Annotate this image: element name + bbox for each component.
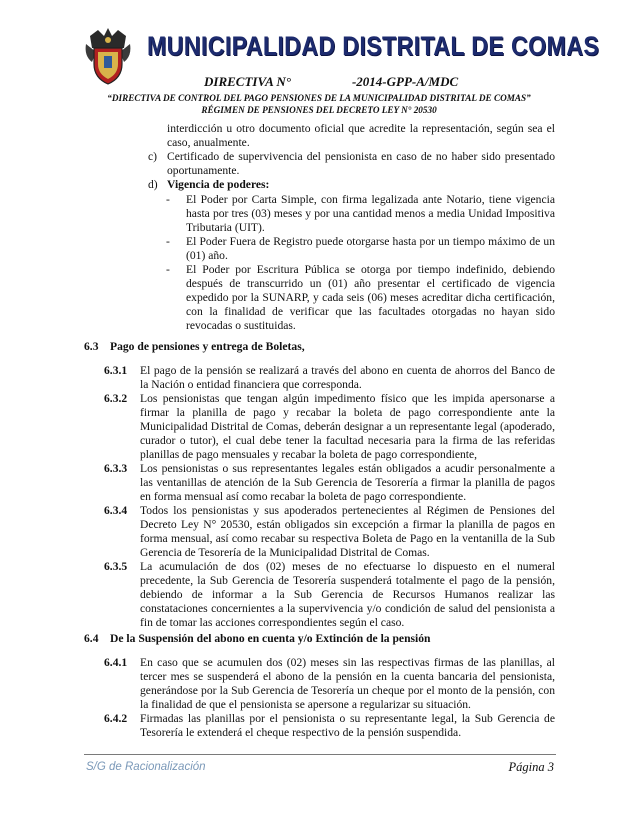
- section-6-4-number: 6.4: [84, 632, 99, 645]
- bullet-dash: -: [166, 193, 170, 206]
- directiva-label: DIRECTIVA N°: [204, 74, 291, 89]
- bullet-dash: -: [166, 263, 170, 276]
- subsection-6-3-2-number: 6.3.2: [104, 392, 128, 405]
- footer-department: S/G de Racionalización: [86, 761, 206, 773]
- subsection-6-3-3-number: 6.3.3: [104, 462, 128, 475]
- subsection-6-3-5-text: La acumulación de dos (02) meses de no efectuarse lo dispuesto en el numeral precedente, la Sub Gerencia de Tesorería suspenderá totalmente el pago de la pensión, debiendo de informar a la Sub Gerencia de Recursos Humanos realizar las constataciones concernientes a la supervivencia y/o condición de salud del pensionista a fin de tomar las acciones correspondientes según el caso.: [140, 560, 555, 630]
- municipality-title: MUNICIPALIDAD DISTRITAL DE COMAS: [147, 31, 600, 61]
- item-c-label: c): [148, 150, 158, 163]
- directiva-line: [204, 74, 458, 90]
- item-c-text: Certificado de supervivencia del pensionista en caso de no haber sido presentado oportunamente.: [167, 150, 555, 178]
- directiva-number: -2014-GPP-A/MDC: [351, 74, 459, 89]
- subsection-6-3-5-number: 6.3.5: [104, 560, 128, 573]
- item-d-title: Vigencia de poderes:: [167, 178, 270, 191]
- subsection-6-4-1-number: 6.4.1: [104, 656, 128, 669]
- subsection-6-4-1-text: En caso que se acumulen dos (02) meses sin las respectivas firmas de las planillas, al tercer mes se suspenderá el abono de la pensión en la cuenta bancaria del pensionista, generándose por la Sub Gerencia de Tesorería un cheque por el monto de la pensión, con la finalidad de que el pensionista se apersone a regularizar su situación.: [140, 656, 555, 712]
- document-subtitle: “DIRECTIVA DE CONTROL DEL PAGO PENSIONES DE LA MUNICIPALIDAD DISTRITAL DE COMAS”: [107, 93, 531, 103]
- bullet-dash: -: [166, 235, 170, 248]
- subsection-6-4-2-text: Firmadas las planillas por el pensionista o su representante legal, la Sub Gerencia de Tesorería le extenderá el cheque respectivo de la pensión suspendida.: [140, 712, 555, 740]
- footer-page-number: Página 3: [508, 760, 554, 774]
- footer-divider: [84, 754, 556, 755]
- item-d-label: d): [148, 178, 158, 191]
- subsection-6-3-1-text: El pago de la pensión se realizará a través del abono en cuenta de ahorros del Banco de la Nación o entidad financiera que corresponda.: [140, 364, 555, 392]
- coat-of-arms-logo: [84, 26, 132, 86]
- subsection-6-3-4-text: Todos los pensionistas y sus apoderados pertenecientes al Régimen de Pensiones del Decreto Ley N° 20530, están obligados sin excepción a firmar la planilla de pagos en forma mensual, así como recabar su respectiva Boleta de Pago en la ventanilla de la Sub Gerencia de Tesorería de la Municipalidad Distrital de Comas.: [140, 504, 555, 560]
- subsection-6-4-2-number: 6.4.2: [104, 712, 128, 725]
- subsection-6-3-3-text: Los pensionistas o sus representantes legales están obligados a acudir personalmente a las ventanillas de atención de la Sub Gerencia de Tesorería a firmar la planilla de pagos en forma mensual así como recabar la boleta de pago correspondiente.: [140, 462, 555, 504]
- document-subtitle-regimen: RÉGIMEN DE PENSIONES DEL DECRETO LEY N° 20530: [201, 105, 437, 115]
- subsection-6-3-2-text: Los pensionistas que tengan algún impedimento físico que les impida apersonarse a firmar la planilla de pago y recabar la boleta de pago correspondiente ante la Municipalidad Distrital de Comas, deberán designar a un representante legal (apoderado, curador o tutor), el cual debe tener la facultad necesaria para la firma de las referidas planillas de pago mensuales y recabar la boleta de pago correspondiente,: [140, 392, 555, 462]
- bullet-poder-fuera-registro: El Poder Fuera de Registro puede otorgarse hasta por un tiempo máximo de un (01) año.: [186, 235, 555, 263]
- section-6-4-title: De la Suspensión del abono en cuenta y/o Extinción de la pensión: [110, 632, 431, 645]
- section-6-3-title: Pago de pensiones y entrega de Boletas,: [110, 340, 305, 353]
- bullet-poder-escritura-publica: El Poder por Escritura Pública se otorga por tiempo indefinido, debiendo después de transcurrido un (01) año presentar el certificado de vigencia expedido por la SUNARP, y cada seis (06) meses acreditar dicha certificación, con la finalidad de verificar que las facultades otorgadas no hayan sido revocadas o sustituidas.: [186, 263, 555, 333]
- page-header: [0, 0, 638, 120]
- bullet-poder-carta-simple: El Poder por Carta Simple, con firma legalizada ante Notario, tiene vigencia hasta por tres (03) meses y por una cantidad menos a media Unidad Impositiva Tributaria (UIT).: [186, 193, 555, 235]
- item-b-continuation: interdicción u otro documento oficial que acredite la representación, según sea el caso, anualmente.: [167, 122, 555, 150]
- subsection-6-3-1-number: 6.3.1: [104, 364, 128, 377]
- subsection-6-3-4-number: 6.3.4: [104, 504, 128, 517]
- section-6-3-number: 6.3: [84, 340, 99, 353]
